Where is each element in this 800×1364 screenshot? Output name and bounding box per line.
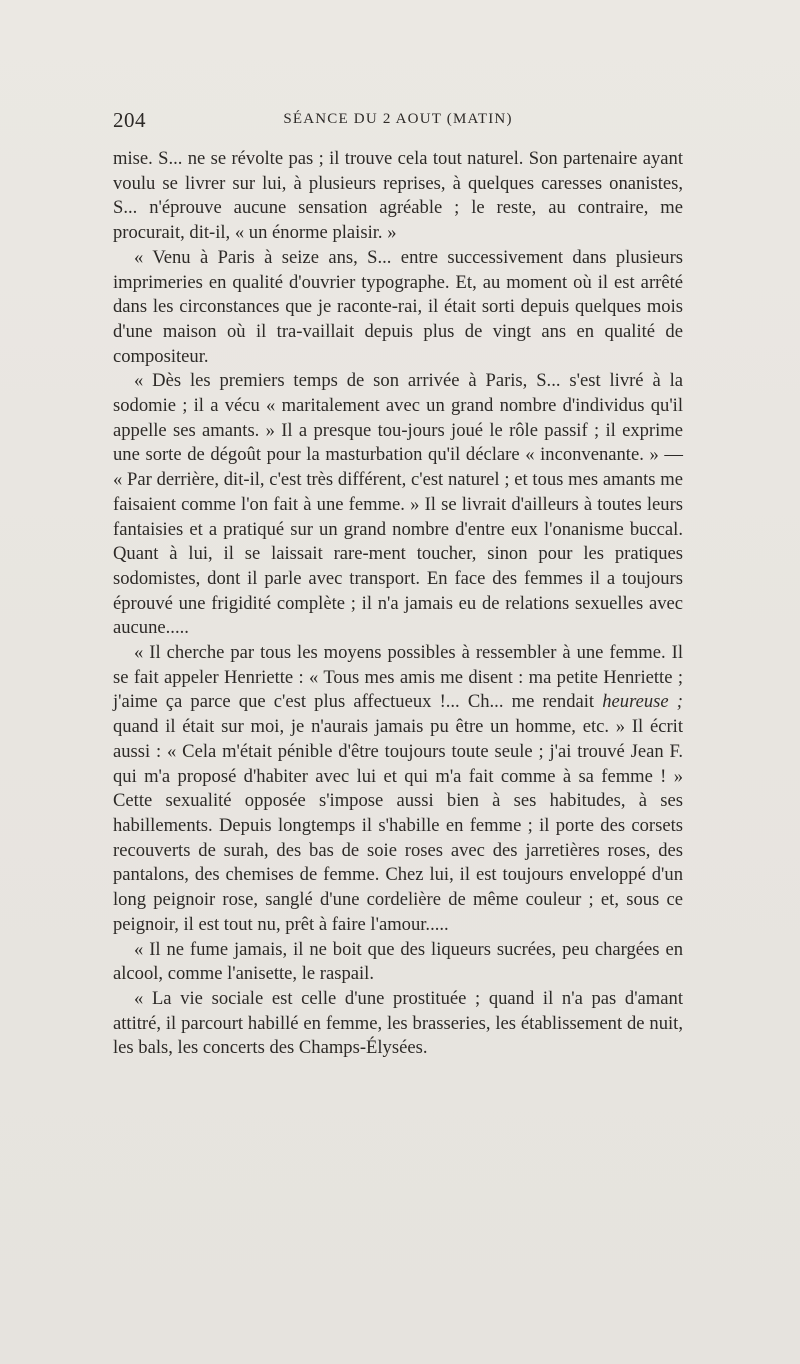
paragraph-4-after: quand il était sur moi, je n'aurais jamais pu être un homme, etc. » Il écrit aussi : « Cela m'était pénible d'être toujours toute seule ; j'ai trouvé Jean F. qui m'a proposé d'habiter avec lui et qui m'a fait comme à sa femme ! » Cette sexualité opposée s'impose aussi bien à ses habitudes, à ses habillements. Depuis longtemps il s'habille en femme ; il porte des corsets recouverts de surah, des bas de soie roses avec des jarretières roses, des pantalons, des chemises de femme. Chez lui, il est toujours enveloppé d'un long peignoir rose, sanglé d'une cordelière de même couleur ; et, sous ce peignoir, il est tout nu, prêt à faire l'amour..... [113,716,683,935]
page-header [113,108,683,138]
paragraph-5: « Il ne fume jamais, il ne boit que des liqueurs sucrées, peu chargées en alcool, comme l'anisette, le raspail. [113,938,683,985]
running-head: SÉANCE DU 2 AOUT (MATIN) [283,111,513,127]
paragraph-6: « La vie sociale est celle d'une prostituée ; quand il n'a pas d'amant attitré, il parcourt habillé en femme, les brasseries, les établissement de nuit, les bals, les concerts des Champs-Élysées. [113,987,683,1059]
paragraph-1: mise. S... ne se révolte pas ; il trouve cela tout naturel. Son partenaire ayant voulu se livrer sur lui, à plusieurs reprises, à quelques caresses onanistes, S... n'éprouve aucune sensation agréable ; le reste, au contraire, me procurait, dit-il, « un énorme plaisir. » [113,148,683,244]
paragraph-4 [113,641,683,937]
body-text [113,147,683,1061]
paragraph-4-before: « Il cherche par tous les moyens possibles à ressembler à une femme. Il se fait appeler Henriette : « Tous mes amis me disent : ma petite Henriette ; j'aime ça parce que c'est plus affectueux !... Ch... me rendait [113,642,683,713]
paragraph-3: « Dès les premiers temps de son arrivée à Paris, S... s'est livré à la sodomie ; il a vécu « maritalement avec un grand nombre d'individus qu'il appelle ses amants. » Il a presque tou-jours joué le rôle passif ; il exprime une sorte de dégoût pour la masturbation qu'il déclare « inconvenante. » — « Par derrière, dit-il, c'est très différent, c'est naturel ; et tous mes amants me faisaient comme l'on fait à une femme. » Il se livrait d'ailleurs à toutes leurs fantaisies et a pratiqué sur un grand nombre d'entre eux l'onanisme buccal. Quant à lui, il se laissait rare-ment toucher, sinon pour les pratiques sodomistes, dont il parle avec transport. En face des femmes il a toujours éprouvé une frigidité complète ; il n'a jamais eu de relations sexuelles avec aucune..... [113,370,683,639]
paragraph-2: « Venu à Paris à seize ans, S... entre successivement dans plusieurs imprimeries en qualité d'ouvrier typographe. Et, au moment où il est arrêté dans les circonstances que je raconte-rai, il était sorti depuis quelques mois d'une maison où il tra-vaillait depuis plus de vingt ans en qualité de compositeur. [113,246,683,367]
page-number: 204 [113,108,146,132]
paragraph-4-emphasis: heureuse ; [602,691,683,713]
